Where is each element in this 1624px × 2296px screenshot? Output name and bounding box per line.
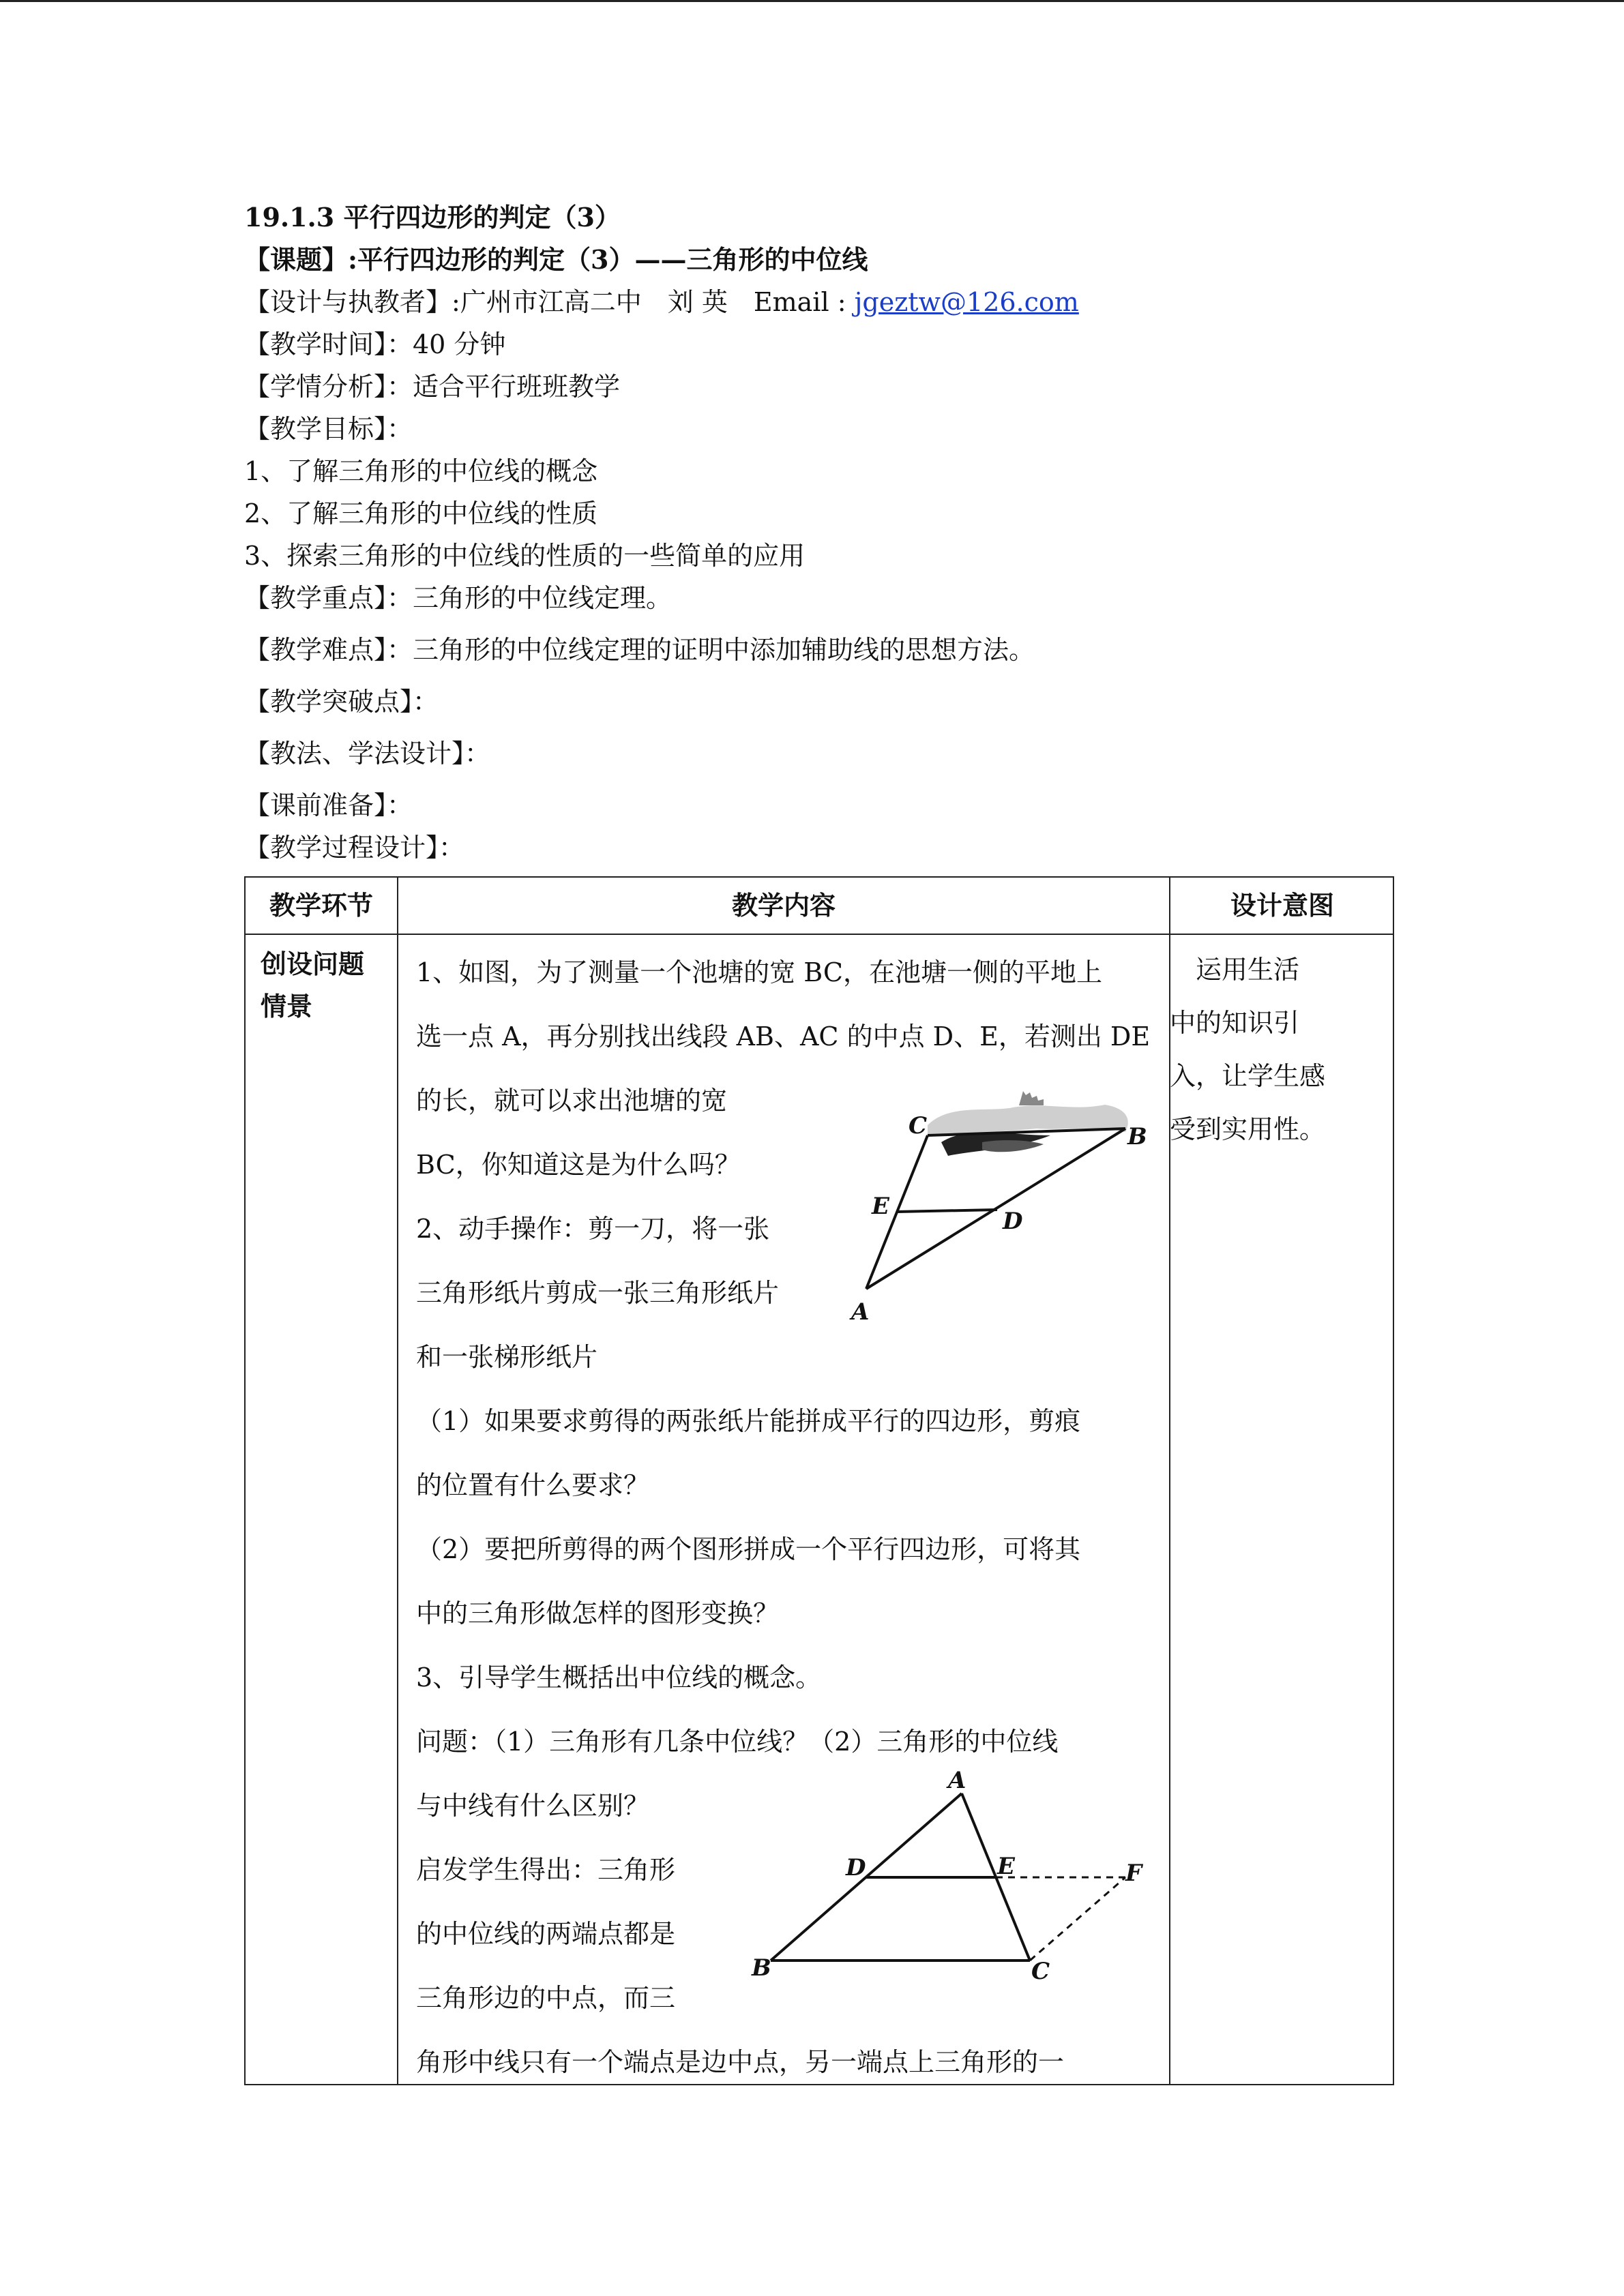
content-line: 与中线有什么区别？ xyxy=(416,1791,650,1821)
label-b: B xyxy=(752,1954,771,1982)
stage-text: 创设问题 xyxy=(261,949,365,979)
segment-ed xyxy=(897,1210,997,1212)
key-point: 【教学重点】：三角形的中位线定理。 xyxy=(244,583,673,613)
content-line: BC，你知道这是为什么吗？ xyxy=(416,1150,741,1180)
designer-line xyxy=(244,281,1397,323)
content-line: 启发学生得出：三角形 xyxy=(416,1855,676,1885)
label-b: B xyxy=(1127,1123,1147,1150)
content-line: 的长，就可以求出池塘的宽 xyxy=(416,1086,728,1116)
header-content: 教学内容 xyxy=(731,890,836,921)
stage-text: 情景 xyxy=(261,991,313,1022)
lesson-topic: 【课题】:平行四边形的判定（3）——三角形的中位线 xyxy=(244,244,868,275)
document-title: 19.1.3 平行四边形的判定（3） xyxy=(244,202,621,233)
header-stage: 教学环节 xyxy=(269,890,373,921)
breakthrough: 【教学突破点】： xyxy=(244,687,439,717)
intent-text: 入，让学生感 xyxy=(1170,1061,1326,1091)
content-line: 角形中线只有一个端点是边中点，另一端点上三角形的一 xyxy=(416,2047,1065,2077)
email-link[interactable]: jgeztw@126.com xyxy=(854,287,1079,317)
header-divider xyxy=(246,934,1393,935)
label-c: C xyxy=(909,1112,928,1139)
stage-cell xyxy=(261,943,364,1028)
intent-text: 受到实用性。 xyxy=(1170,1114,1326,1144)
difficulty: 【教学难点】：三角形的中位线定理的证明中添加辅助线的思想方法。 xyxy=(244,635,1035,665)
content-line: 3、引导学生概括出中位线的概念。 xyxy=(416,1663,822,1693)
content-line: 选一点 A，再分别找出线段 AB、AC 的中点 D、E，若测出 DE xyxy=(416,1022,1151,1052)
content-line: （2）要把所剪得的两个图形拼成一个平行四边形，可将其 xyxy=(416,1534,1081,1564)
pond-figure xyxy=(846,1077,1153,1330)
intent-cell xyxy=(1170,943,1388,1156)
content-line: 的中位线的两端点都是 xyxy=(416,1919,676,1949)
label-a: A xyxy=(948,1767,966,1794)
label-d: D xyxy=(1003,1208,1023,1235)
goal-item: 2、了解三角形的中位线的性质 xyxy=(244,498,598,528)
document-body xyxy=(244,196,1397,869)
segment-cf-dashed xyxy=(1030,1877,1125,1960)
teaching-time: 【教学时间】：40 分钟 xyxy=(244,329,506,359)
page-top-border xyxy=(0,0,1624,2)
column-divider xyxy=(397,878,398,2084)
content-line: 的位置有什么要求？ xyxy=(416,1470,650,1500)
content-line: 三角形纸片剪成一张三角形纸片 xyxy=(416,1278,780,1308)
content-line: 三角形边的中点，而三 xyxy=(416,1983,676,2013)
goals-label: 【教学目标】： xyxy=(244,414,413,444)
content-line: 中的三角形做怎样的图形变换？ xyxy=(416,1598,780,1628)
designer-text: 【设计与执教者】:广州市江高二中 刘 英 Email : xyxy=(244,287,846,317)
preparation: 【课前准备】： xyxy=(244,790,413,820)
header-intent: 设计意图 xyxy=(1230,890,1334,921)
label-a: A xyxy=(851,1298,870,1326)
label-f: F xyxy=(1125,1860,1142,1887)
goal-item: 3、探索三角形的中位线的性质的一些简单的应用 xyxy=(244,541,806,571)
teaching-method: 【教法、学法设计】： xyxy=(244,739,491,769)
label-e: E xyxy=(997,1853,1015,1880)
intent-text: 中的知识引 xyxy=(1170,1008,1300,1038)
label-d: D xyxy=(846,1854,866,1881)
intent-text: 运用生活 xyxy=(1170,955,1300,985)
content-line: 问题：（1）三角形有几条中位线？（2）三角形的中位线 xyxy=(416,1727,1059,1757)
process-label: 【教学过程设计】： xyxy=(244,833,465,863)
label-e: E xyxy=(872,1193,889,1220)
content-line: 2、动手操作：剪一刀，将一张 xyxy=(416,1214,770,1244)
label-c: C xyxy=(1031,1958,1050,1985)
goal-item: 1、了解三角形的中位线的概念 xyxy=(244,456,598,486)
content-line: 和一张梯形纸片 xyxy=(416,1342,598,1372)
student-analysis: 【学情分析】：适合平行班班教学 xyxy=(244,372,621,402)
content-line: （1）如果要求剪得的两张纸片能拼成平行的四边形，剪痕 xyxy=(416,1406,1081,1436)
triangle-figure xyxy=(743,1766,1153,1991)
content-line: 1、如图，为了测量一个池塘的宽 BC，在池塘一侧的平地上 xyxy=(416,957,1102,987)
